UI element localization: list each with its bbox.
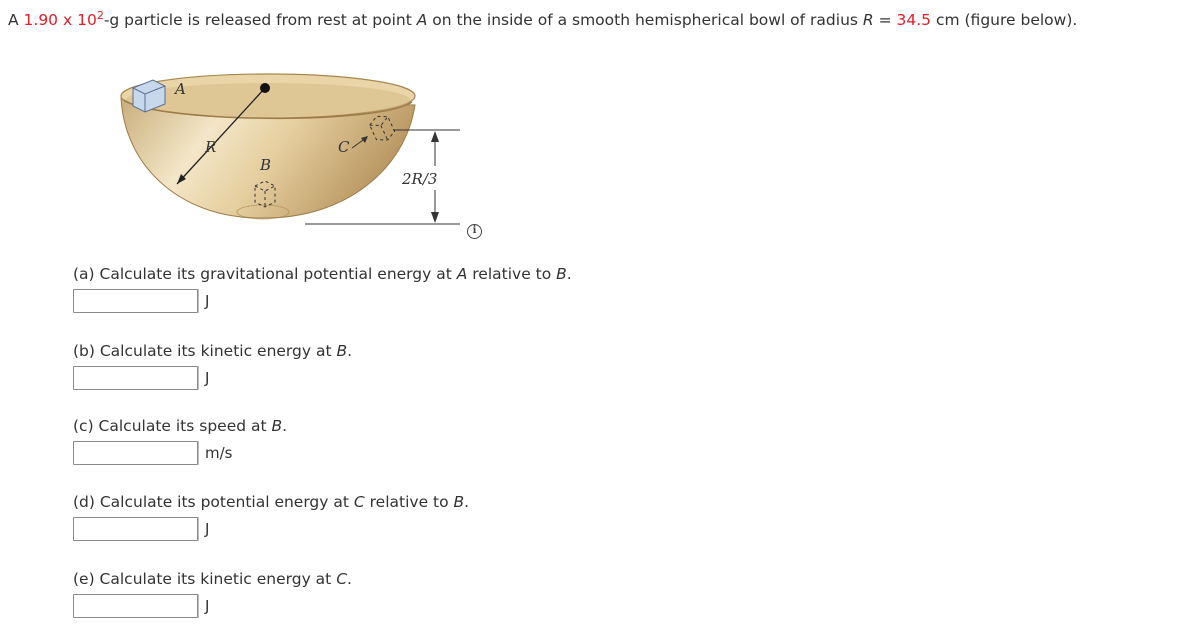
question-b-var1: B — [336, 342, 348, 360]
question-d-prompt — [73, 492, 469, 512]
mass-value — [24, 11, 104, 29]
hemispherical-bowl-figure — [115, 50, 495, 250]
question-d-var2: B — [453, 493, 465, 511]
question-d-mid: relative to — [364, 493, 454, 511]
radius-var: R — [862, 11, 874, 29]
point-a-var: A — [416, 11, 428, 29]
label-c: C — [338, 138, 350, 156]
question-e-var1: C — [336, 570, 348, 588]
question-a-var1: A — [456, 265, 468, 283]
power-exponent: 2 — [96, 9, 104, 22]
label-height: 2R/3 — [402, 170, 438, 188]
answer-d-input[interactable] — [73, 517, 198, 541]
question-a-suffix: . — [566, 265, 572, 283]
radius-value: 34.5 — [896, 11, 932, 29]
answer-b-input[interactable] — [73, 366, 198, 390]
mass-number: 1.90 — [23, 11, 59, 29]
question-b — [73, 341, 352, 391]
intro-text-3: on the inside of a smooth hemispherical bowl of radius — [427, 11, 863, 29]
question-a-var2: B — [556, 265, 567, 283]
label-r: R — [205, 138, 217, 156]
question-b-text: (b) Calculate its kinetic energy at — [73, 342, 337, 360]
intro-text-4: cm (figure below). — [931, 11, 1078, 29]
answer-a-unit: J — [198, 289, 209, 313]
intro-text-2: -g particle is released from rest at point — [103, 11, 417, 29]
question-a-mid: relative to — [467, 265, 557, 283]
times-sign: x — [58, 11, 78, 29]
question-c-prompt — [73, 416, 287, 436]
intro-text-1: A — [8, 11, 24, 29]
question-d — [73, 492, 469, 542]
question-c — [73, 416, 287, 466]
equals-sign: = — [873, 11, 897, 29]
question-b-prompt — [73, 341, 352, 361]
question-c-suffix: . — [282, 417, 288, 435]
power-base: 10 — [77, 11, 97, 29]
question-d-text: (d) Calculate its potential energy at — [73, 493, 354, 511]
info-icon[interactable]: i — [467, 224, 482, 239]
answer-b-unit: J — [198, 366, 209, 390]
label-b: B — [260, 156, 272, 174]
question-c-text: (c) Calculate its speed at — [73, 417, 272, 435]
answer-c-input[interactable] — [73, 441, 198, 465]
problem-statement — [8, 9, 1077, 31]
answer-c-unit: m/s — [198, 441, 232, 465]
question-a-text: (a) Calculate its gravitational potential energy at — [73, 265, 457, 283]
question-d-var1: C — [353, 493, 365, 511]
question-e — [73, 569, 352, 619]
question-a-prompt — [73, 264, 572, 284]
answer-d-unit: J — [198, 517, 209, 541]
question-d-suffix: . — [464, 493, 470, 511]
question-e-prompt — [73, 569, 352, 589]
question-a — [73, 264, 572, 314]
answer-e-input[interactable] — [73, 594, 198, 618]
question-e-suffix: . — [347, 570, 352, 588]
answer-e-unit: J — [198, 594, 209, 618]
question-b-suffix: . — [347, 342, 353, 360]
question-e-text: (e) Calculate its kinetic energy at — [73, 570, 337, 588]
label-a: A — [175, 80, 186, 98]
question-c-var1: B — [271, 417, 283, 435]
answer-a-input[interactable] — [73, 289, 198, 313]
